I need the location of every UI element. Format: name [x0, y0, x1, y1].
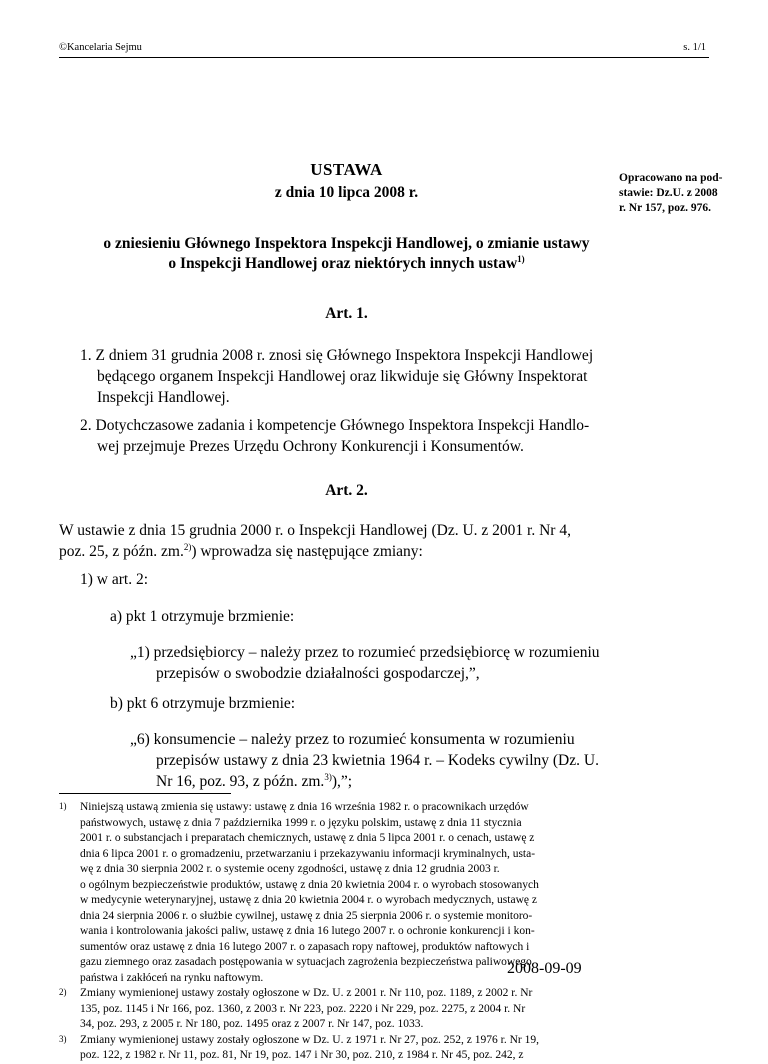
text-line: Inspekcji Handlowej. — [97, 389, 230, 406]
footnote-line: wę z dnia 30 sierpnia 2002 r. o systemie oceny zgodności, ustawę z dnia 12 grudnia 2003 r. — [80, 863, 500, 875]
footnote-line: wania i kontrolowania jakości paliw, ustawę z dnia 16 lutego 2007 r. o ochronie konkurencji i kon- — [80, 925, 535, 937]
document-subject — [59, 234, 634, 274]
text-line: przepisów ustawy z dnia 23 kwietnia 1964 r. – Kodeks cywilny (Dz. U. — [156, 752, 599, 769]
text-line — [130, 771, 640, 792]
art2-item-a-text — [130, 642, 640, 684]
footnote-3: 3) Zmiany wymienionej ustawy zostały ogłoszone w Dz. U. z 1971 r. Nr 27, poz. 252, z 1976 r. Nr 19, poz. 122, z 1982 r. Nr 11, poz. 81, Nr 19, poz. 147 i Nr 30, poz. 210, z 1984 r. Nr 45, poz. 242, z — [59, 1033, 649, 1064]
art2-item-b-text — [130, 729, 640, 792]
text-line: W ustawie z dnia 15 grudnia 2000 r. o Inspekcji Handlowej (Dz. U. z 2001 r. Nr 4, — [59, 522, 571, 539]
text-line: „1) przedsiębiorcy – należy przez to rozumieć przedsiębiorcę w rozumieniu — [130, 644, 600, 661]
subject-line: o zniesieniu Głównego Inspektora Inspekcji Handlowej, o zmianie ustawy — [103, 235, 590, 252]
text-line: „6) konsumencie – należy przez to rozumieć konsumenta w rozumieniu — [130, 731, 575, 748]
footnote-ref: 1) — [517, 253, 525, 264]
text-line: przepisów o swobodzie działalności gospodarczej,”, — [156, 665, 480, 682]
footnote-2: 2) Zmiany wymienionej ustawy zostały ogłoszone w Dz. U. z 2001 r. Nr 110, poz. 1189, z 2002 r. Nr 135, poz. 1145 i Nr 166, poz. 1360, z 2003 r. Nr 223, poz. 2220 i Nr 229, poz. 2275, z 2004 r. Nr 34, poz. 293, z 2005 r. Nr 180, poz. 1495 oraz z 2007 r. Nr 147, poz. 1033. — [59, 986, 649, 1033]
footnote-line: gazu ziemnego oraz zasadach postępowania w sytuacjach zagrożenia bezpieczeństwa paliwowego — [80, 956, 532, 968]
text-span: ),”; — [331, 773, 353, 790]
side-note — [619, 171, 749, 216]
header-divider — [59, 57, 709, 58]
text-line: 2. Dotychczasowe zadania i kompetencje Głównego Inspektora Inspekcji Handlo- — [80, 417, 590, 434]
text-line: wej przejmuje Prezes Urzędu Ochrony Konkurencji i Konsumentów. — [97, 438, 524, 455]
footnotes — [59, 800, 649, 1064]
text-line: 1. Z dniem 31 grudnia 2008 r. znosi się Głównego Inspektora Inspekcji Handlowej — [80, 347, 594, 364]
text-span: Nr 16, poz. 93, z późn. zm. — [156, 773, 325, 790]
footnote-ref: 3) — [324, 771, 332, 782]
footnote-ref: 2) — [183, 541, 192, 552]
text-span: ) wprowadza się następujące zmiany: — [191, 543, 423, 560]
footnote-line: Zmiany wymienionej ustawy zostały ogłoszone w Dz. U. z 1971 r. Nr 27, poz. 252, z 1976 r. Nr 19, — [80, 1033, 539, 1046]
footnote-line: państwowych, ustawę z dnia 7 października 1999 r. o języku polskim, ustawę z dnia 11 stycznia — [80, 816, 522, 829]
page-number: s. 1/1 — [683, 42, 706, 53]
footnote-line: o ogólnym bezpieczeństwie produktów, ustawę z dnia 20 kwietnia 2004 r. o wyrobach stosowanych — [80, 878, 539, 891]
footnote-line: sumentów oraz ustawę z dnia 16 lutego 2007 r. o zapasach ropy naftowej, produktów naftowych i — [80, 940, 530, 953]
footnote-line: poz. 122, z 1982 r. Nr 11, poz. 81, Nr 19, poz. 147 i Nr 30, poz. 210, z 1984 r. Nr 45, poz. 242, z — [80, 1049, 524, 1061]
footnote-line: dnia 24 sierpnia 2006 r. o służbie cywilnej, ustawę z dnia 25 sierpnia 2006 r. o systemie monitoro- — [80, 909, 533, 922]
side-note-line: r. Nr 157, poz. 976. — [619, 202, 711, 214]
text-line: będącego organem Inspekcji Handlowej oraz likwiduje się Główny Inspektorat — [97, 368, 588, 385]
art2-item-a-label: a) pkt 1 otrzymuje brzmienie: — [110, 608, 295, 625]
art2-item-b-label: b) pkt 6 otrzymuje brzmienie: — [110, 695, 296, 712]
footnote-line: 2001 r. o substancjach i preparatach chemicznych, ustawę z dnia 5 lipca 2001 r. o cenach, ustawę z — [80, 832, 535, 844]
subject-line — [59, 254, 634, 274]
document-type: USTAWA — [310, 160, 383, 179]
art1-paragraph-2 — [80, 415, 640, 457]
header-left: ©Kancelaria Sejmu — [59, 42, 142, 53]
side-note-line: stawie: Dz.U. z 2008 — [619, 187, 718, 199]
footnote-line: 34, poz. 293, z 2005 r. Nr 180, poz. 1495 oraz z 2007 r. Nr 147, poz. 1033. — [80, 1018, 424, 1030]
art2-heading: Art. 2. — [325, 482, 368, 499]
text-line — [59, 541, 649, 562]
art2-item-1: 1) w art. 2: — [80, 571, 149, 588]
footnote-line: Niniejszą ustawą zmienia się ustawy: ustawę z dnia 16 września 1982 r. o pracownikach urzędów — [80, 801, 529, 813]
subject-line-text: o Inspekcji Handlowej oraz niektórych innych ustaw — [168, 255, 518, 272]
text-span: poz. 25, z późn. zm. — [59, 543, 184, 560]
art2-intro — [59, 520, 649, 562]
footnote-line: w medycynie weterynaryjnej, ustawę z dnia 20 kwietnia 2004 r. o wyrobach medycznych, ustawę z — [80, 894, 537, 906]
footnote-divider — [59, 793, 231, 794]
art1-heading: Art. 1. — [325, 305, 368, 322]
art1-paragraph-1 — [80, 345, 640, 408]
footnote-line: Zmiany wymienionej ustawy zostały ogłoszone w Dz. U. z 2001 r. Nr 110, poz. 1189, z 2002 r. Nr — [80, 987, 533, 999]
footnote-line: 135, poz. 1145 i Nr 166, poz. 1360, z 2003 r. Nr 223, poz. 2220 i Nr 229, poz. 2275, z 2004 r. Nr — [80, 1002, 526, 1015]
document-date: z dnia 10 lipca 2008 r. — [274, 184, 419, 201]
footer-date: 2008-09-09 — [507, 960, 582, 977]
footnote-line: dnia 6 lipca 2001 r. o gromadzeniu, przetwarzaniu i przekazywaniu informacji kryminalnych, usta- — [80, 847, 536, 860]
footnote-1: 1) Niniejszą ustawą zmienia się ustawy: ustawę z dnia 16 września 1982 r. o pracownikach urzędów państwowych, ustawę z dnia 7 października 1999 r. o języku polskim, ustawę z dnia 11 stycznia 2001 r. o substancjach i preparatach chemicznych, ustawę z dnia 5 lipca 2001 r. o cenach, ustawę z dnia 6 lipca 2001 r. o gromadzeniu, przetwarzaniu i przekazywaniu informacji kryminalnych, usta- wę z dnia 30 sierpnia 2002 r. o systemie oceny zgodności, ustawę z dnia 12 grudnia 2003 r. o ogólnym bezpieczeństwie produktów, ustawę z dnia 20 kwietnia 2004 r. o wyrobach stosowanych w medycynie weterynaryjnej, ustawę z dnia 20 kwietnia 2004 r. o wyrobach medycznych, ustawę z dnia 24 sierpnia 2006 r. o służbie cywilnej, ustawę z dnia 25 sierpnia 2006 r. o systemie monitoro- wania i kontrolowania jakości paliw, ustawę z dnia 16 lutego 2007 r. o ochronie konkurencji i kon- sumentów oraz ustawę z dnia 16 lutego 2007 r. o zapasach ropy naftowej, produktów naftowych i gazu ziemnego oraz zasadach postępowania w sytuacjach zagrożenia bezpieczeństwa paliwowego państwa i zakłóceń na rynku naftowym. — [59, 800, 649, 986]
footnote-line: państwa i zakłóceń na rynku naftowym. — [80, 971, 264, 984]
side-note-line: Opracowano na pod- — [619, 172, 723, 184]
